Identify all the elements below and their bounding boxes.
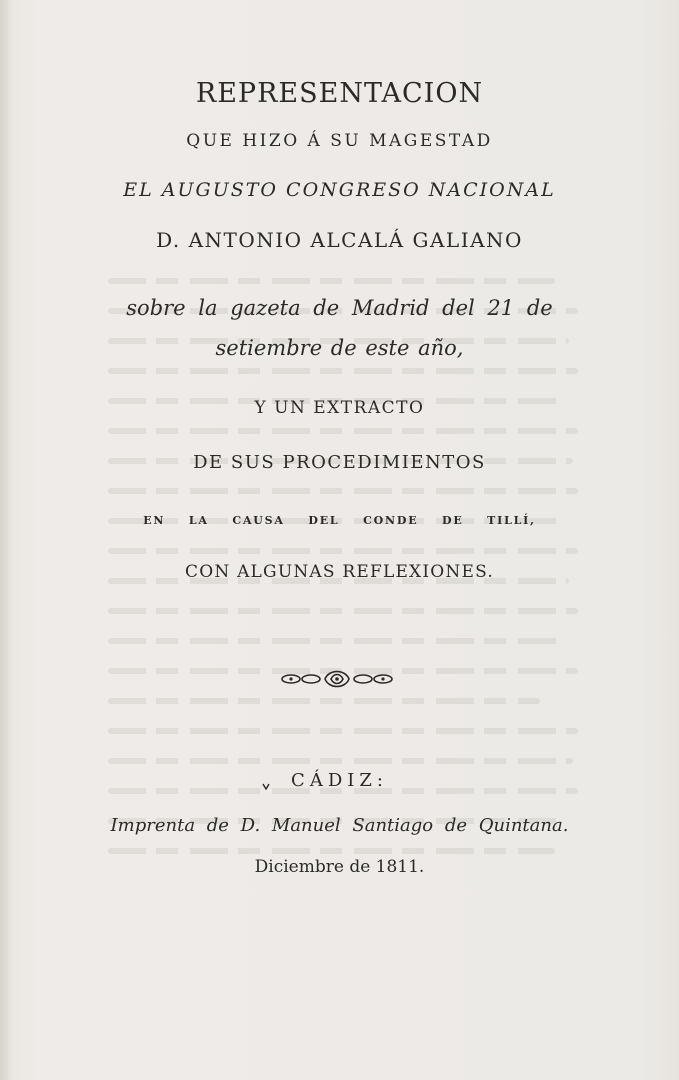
imprint-printer: Imprenta de D. Manuel Santiago de Quintana. xyxy=(110,815,569,836)
extract-line-4: CON ALGUNAS REFLEXIONES. xyxy=(185,562,494,582)
printer-ornament-icon xyxy=(279,666,395,692)
subject-line-2: setiembre de este año, xyxy=(215,336,464,360)
imprint-city: CÁDIZ: xyxy=(291,770,388,791)
author-name: D. ANTONIO ALCALÁ GALIANO xyxy=(156,228,523,252)
extract-line-3: EN LA CAUSA DEL CONDE DE TILLÍ, xyxy=(143,514,536,527)
page-title: REPRESENTACION xyxy=(195,78,484,109)
imprint-date: Diciembre de 1811. xyxy=(254,857,425,877)
extract-line-2: DE SUS PROCEDIMIENTOS xyxy=(193,452,486,473)
title-line-dedication: QUE HIZO Á SU MAGESTAD xyxy=(186,131,493,151)
title-line-congress: EL AUGUSTO CONGRESO NACIONAL xyxy=(123,179,556,201)
subject-line-1: sobre la gazeta de Madrid del 21 de xyxy=(126,296,553,320)
extract-line-1: Y UN EXTRACTO xyxy=(254,398,425,418)
page-edge-shadow xyxy=(0,0,12,1080)
